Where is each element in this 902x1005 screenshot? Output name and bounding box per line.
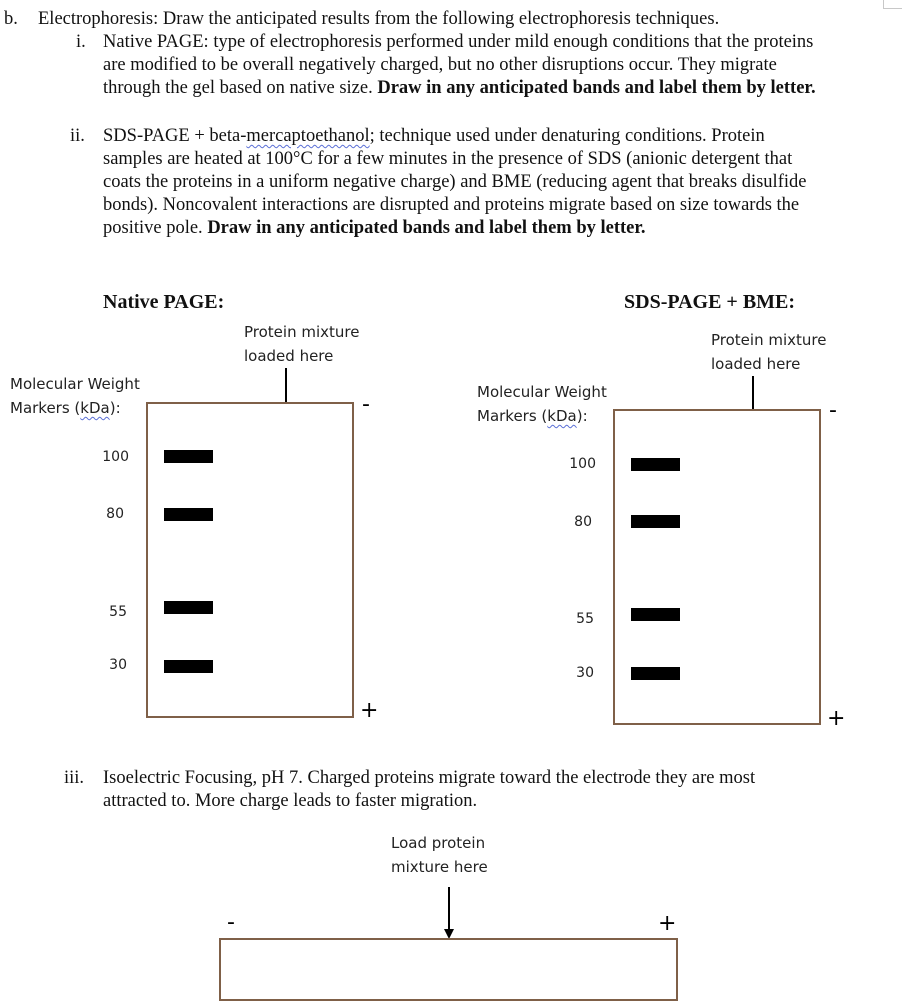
native-load-label xyxy=(244,320,359,368)
item-i-plain: through the gel based on native size. xyxy=(103,78,378,98)
item-ii-instruction: Draw in any anticipated bands and label them by letter. xyxy=(207,218,646,238)
mw-label-post: ): xyxy=(109,399,121,417)
native-page-title: Native PAGE: xyxy=(103,291,225,313)
sds-load-label-line: Protein mixture xyxy=(711,331,827,349)
item-iii-line: attracted to. More charge leads to faster migration. xyxy=(103,791,478,811)
negative-pole-label: - xyxy=(829,398,837,423)
spellcheck-flagged-word[interactable]: kDa xyxy=(80,399,110,417)
item-iii-line: Isoelectric Focusing, pH 7. Charged proteins migrate toward the electrode they are most xyxy=(103,768,756,788)
mw-label-post: ): xyxy=(576,407,588,425)
section-marker: b. xyxy=(4,9,18,29)
load-arrow-line xyxy=(448,887,450,929)
item-iii-marker: iii. xyxy=(64,768,85,788)
native-mw-label-line: Molecular Weight xyxy=(10,375,140,393)
marker-label: 100 xyxy=(569,456,596,472)
marker-band xyxy=(164,450,213,463)
negative-pole-label: - xyxy=(362,392,370,417)
sds-mw-label-line: Molecular Weight xyxy=(477,383,607,401)
page-corner-mark xyxy=(883,0,902,9)
item-i-line: Native PAGE: type of electrophoresis performed under mild enough conditions that the proteins xyxy=(103,32,814,52)
marker-band xyxy=(164,601,213,614)
item-i-line xyxy=(103,77,893,100)
positive-pole-label: + xyxy=(658,911,677,936)
marker-label: 55 xyxy=(576,611,594,627)
marker-label: 30 xyxy=(576,665,594,681)
item-ii-line: bonds). Noncovalent interactions are disrupted and proteins migrate based on size towards the xyxy=(103,195,800,215)
item-ii-plain: positive pole. xyxy=(103,218,208,238)
mw-label-pre: Markers ( xyxy=(477,407,548,425)
marker-label: 80 xyxy=(106,506,124,522)
marker-band xyxy=(164,660,213,673)
marker-band xyxy=(631,667,680,680)
native-load-label-line: Protein mixture xyxy=(244,323,360,341)
marker-label: 30 xyxy=(109,657,127,673)
native-load-label-line: loaded here xyxy=(244,347,334,365)
ief-load-label xyxy=(391,831,488,879)
positive-pole-label: + xyxy=(827,706,846,731)
sds-mw-label xyxy=(477,380,607,428)
item-i-marker: i. xyxy=(76,32,86,52)
item-ii-post: ; technique used under denaturing conditions. Protein xyxy=(369,126,765,146)
spellcheck-flagged-word[interactable]: kDa xyxy=(547,407,577,425)
ief-load-label-line: Load protein xyxy=(391,834,486,852)
load-arrow-line xyxy=(752,376,754,412)
sds-load-label xyxy=(711,328,826,376)
item-iii-text xyxy=(103,767,893,813)
native-mw-label-line xyxy=(10,396,140,420)
marker-label: 100 xyxy=(102,449,129,465)
marker-band xyxy=(164,508,213,521)
item-ii-text xyxy=(103,125,893,240)
sds-mw-label-line xyxy=(477,404,607,428)
item-i-line: are modified to be overall negatively charged, but no other disruptions occur. They migrate xyxy=(103,55,777,75)
sds-page-title: SDS-PAGE + BME: xyxy=(624,291,796,313)
item-ii-pre: SDS-PAGE + beta- xyxy=(103,126,247,146)
marker-band xyxy=(631,515,680,528)
marker-label: 55 xyxy=(109,604,127,620)
item-i-instruction: Draw in any anticipated bands and label them by letter. xyxy=(377,78,816,98)
mw-label-pre: Markers ( xyxy=(10,399,81,417)
spellcheck-flagged-word[interactable]: mercaptoethanol xyxy=(246,126,370,146)
ief-strip[interactable] xyxy=(219,938,678,1001)
item-i-text xyxy=(103,31,893,100)
native-mw-label xyxy=(10,372,140,420)
sds-load-label-line: loaded here xyxy=(711,355,801,373)
marker-band xyxy=(631,458,680,471)
item-ii-line xyxy=(103,217,893,240)
item-ii-line: samples are heated at 100°C for a few minutes in the presence of SDS (anionic detergent that xyxy=(103,149,793,169)
section-title: Electrophoresis: Draw the anticipated results from the following electrophoresis techniques. xyxy=(38,9,720,29)
marker-label: 80 xyxy=(574,514,592,530)
marker-band xyxy=(631,608,680,621)
item-ii-line: coats the proteins in a uniform negative charge) and BME (reducing agent that breaks disulfide xyxy=(103,172,807,192)
item-ii-marker: ii. xyxy=(70,126,85,146)
item-ii-line xyxy=(103,125,893,148)
negative-pole-label: - xyxy=(227,910,235,935)
positive-pole-label: + xyxy=(360,698,379,723)
ief-load-label-line: mixture here xyxy=(391,858,488,876)
load-arrow-line xyxy=(285,368,287,405)
